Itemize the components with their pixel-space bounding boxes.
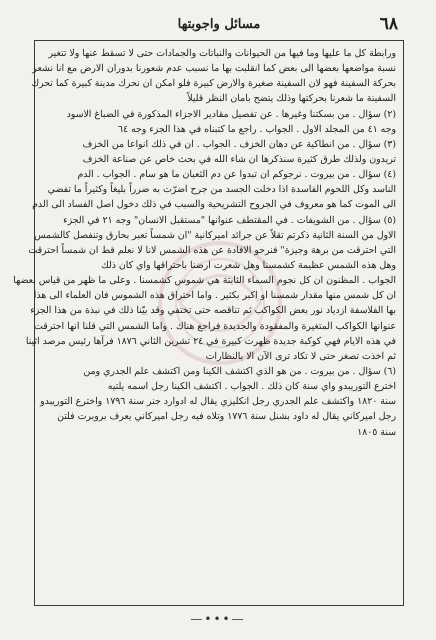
text-line: الناسد وكل اللحوم الفاسدة اذا دخلت الجسد من جرح اضرّت به ضرراً بليغاً وكثيراً ما تفضي [47,184,396,196]
text-line: سنة ١٨٠٥ [357,426,396,438]
text-line: رجل اميركاني يقال له داود بشنل سنة ١٧٧٦ وتلاه فيه رجل اميركاني يعرف بروبرت فلتن [57,411,396,423]
text-line: وجه ٤١ من المجلد الاول . الجواب . راجع ما كتبناه في هذا الجزء وجه ٦٤ [117,123,396,135]
text-line: (٤) سؤال . من بيروت . نرجوكم ان تبدوا عن دم الثعبان ما هو سام . الجواب . الدم [77,169,396,181]
text-line: (٢) سؤال . من بسكتنا وغيرها . عن تفصيل مقادير الاجزاء المذكورة في الضباغ الاسود [66,108,396,120]
text-line: نسبة مواضعها بعضها الى بعض كما انقلبت بها ما نسبب عدم شعورنا بدوران الارض مع انا نشعر [32,63,396,75]
text-line: الى الموت كما هو معروف في الجروح التشريحية والسبب في ذلك دخول اصل الفساد الى الدم [32,199,396,211]
running-title: مسائل واجوبتها [177,17,261,32]
text-line: (٣) سؤال . من انطاكية عن دهان الخزف . الجواب . ان في ذلك انواعا من الخزف [82,138,396,150]
text-line: بحركة السفينة فهو لان السفينة صغيرة والارض كبيرة فلو امكن ان نحرك مدينة كبيرة كما تحرك [31,78,396,90]
text-line: الاول من السنة الثانية ذكرتم تقلاً عن جرائد اميركانية "ان شمساً تعبر بحارق وتنفصل كالشمس [34,229,396,241]
text-line: بها الفلاسفة ازدياد نور بعض الكواكب ثم تناقصه حتى تختفي وقد بيّنا ذلك في نبذة من هذا الجزء [30,305,396,317]
text-line: الجواب . المظنون ان كل نجوم السماء الثابتة هي شموس كشمسنا . وعلى ما ظهر من قياس بعضها [13,275,396,287]
text-line: التي احترقت من برهة وجيزة" فنرجو الافادة عن هذه الشمس لانا لا نعلم قط ان شمساً احترقت [28,244,396,256]
text-line: وهل هذه الشمس عظيمة كشمسنا وهل شعرت ارضنا باحتراقها واي كان ذلك [100,259,396,271]
text-line: تريدون ولذلك طرق كثيرة سنذكرها ان شاء الله في بحث خاص عن صناعة الخزف [82,153,396,165]
text-line: اخترع التوريبدو واي سنة كان ذلك . الجواب . اكتشف الكينا رجل اسمه يلتيه [107,381,396,393]
text-line: سنة ١٨٢٠ واكتشف علم الجدري رجل انكليزي يقال له ادوارد جنر سنة ١٧٩٦ واخترع التوريبدو [40,396,396,408]
text-line: ثم اخذت تصغر حتى لا تكاد ترى الآن الا بالنظارات [205,350,396,362]
text-line: ورابطة كل ما عليها وما فيها من الحيوانات والنباتات والجمادات حتى لا تسقط عنها ولا تتغير [48,48,396,59]
text-line: عنوانها الكواكب المتغيرة والمفقودة والجديدة فراجع هناك . واما الشمس التي قلنا انها احترقت [34,320,396,332]
text-line: (٦) سؤال . من بيروت . من هو الذي اكتشف الكينا ومن اكتشف علم الجدري ومن [83,365,396,377]
text-line: (٥) سؤال . من الشويفات . في المقتطف عنوانها "مستقبل الانسان" وجه ٢١ في الجزء [63,214,396,226]
article-body [13,46,396,582]
page-header [34,10,404,40]
text-line: في هذه الايام فهي كوكبة جديدة ظهرت كبيرة في ٢٤ تشرين الثاني ١٨٧٦ فرآها رئيس مرصد اثينا [25,335,396,347]
end-ornament: —•••— [190,612,246,626]
text-line: ان كل شمس منها مقدار شمسنا او اكبر بكثير . واما احتراق هذه الشموس فان العلماء الى هذا [33,290,396,302]
text-line: السفينة ما شعرنا بحركتها وذلك يتضح بامان النظر قليلاً [187,93,396,105]
page-number: ٦٨ [379,14,398,34]
